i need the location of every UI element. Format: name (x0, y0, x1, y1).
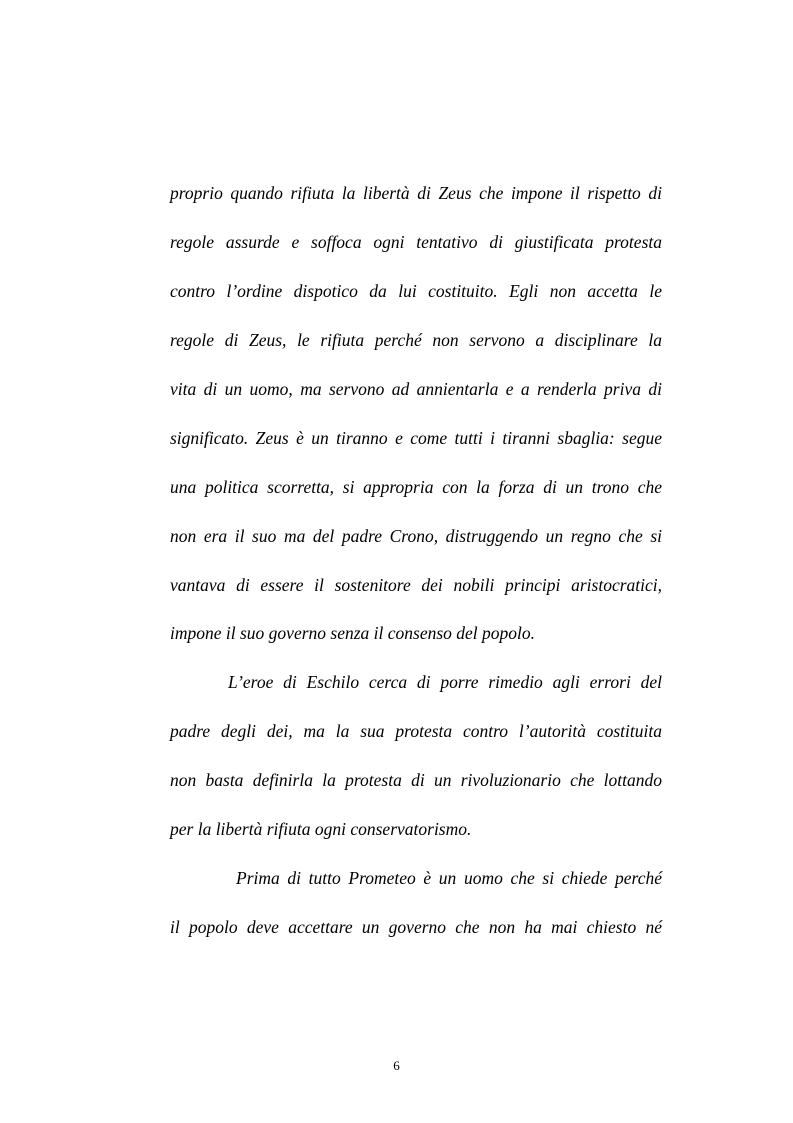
text-line: il popolo deve accettare un governo che non ha mai chiesto né (170, 917, 662, 937)
text-line: regole di Zeus, le rifiuta perché non servono a disciplinare la (170, 330, 662, 350)
paragraph-first-line: L’eroe di Eschilo cerca di porre rimedio agli errori del (228, 672, 662, 692)
page-number: 6 (393, 1058, 400, 1073)
text-line: contro l’ordine dispotico da lui costituito. Egli non accetta le (170, 281, 662, 301)
paragraph-first-line: Prima di tutto Prometeo è un uomo che si chiede perché (236, 868, 662, 888)
text-line: regole assurde e soffoca ogni tentativo di giustificata protesta (170, 232, 662, 252)
text-line: impone il suo governo senza il consenso del popolo. (170, 623, 536, 643)
text-line: una politica scorretta, si appropria con la forza di un trono che (170, 477, 662, 497)
text-line: padre degli dei, ma la sua protesta contro l’autorità costituita (170, 721, 662, 741)
text-line: vantava di essere il sostenitore dei nobili principi aristocratici, (170, 575, 662, 595)
text-line: non era il suo ma del padre Crono, distruggendo un regno che si (170, 526, 662, 546)
text-line: per la libertà rifiuta ogni conservatorismo. (170, 819, 472, 839)
text-line: proprio quando rifiuta la libertà di Zeus che impone il rispetto di (170, 183, 662, 203)
text-line: vita di un uomo, ma servono ad annientarla e a renderla priva di (170, 379, 662, 399)
text-line: non basta definirla la protesta di un rivoluzionario che lottando (170, 770, 662, 790)
text-line: significato. Zeus è un tiranno e come tutti i tiranni sbaglia: segue (170, 428, 662, 448)
